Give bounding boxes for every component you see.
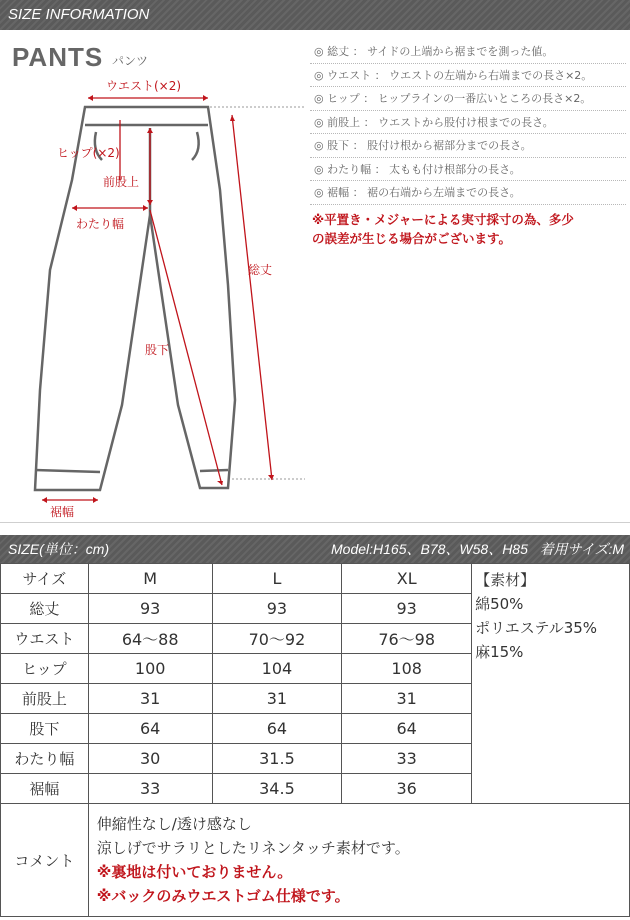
label-length: 総丈 [248,263,273,277]
cell-value: 93 [212,594,342,624]
legend-row: ◎ 前股上 ： ウエストから股付け根までの長さ。 [310,111,626,135]
row-label: 総丈 [1,594,89,624]
header-size-l: L [212,564,342,594]
comment-cell [88,804,629,917]
pants-title-kana: パンツ [112,54,149,68]
legend-row: ◎ 総丈 ： サイドの上端から裾までを測った値。 [310,40,626,64]
cell-value: 30 [88,744,212,774]
comment-line: 伸縮性なし/透け感なし [96,815,252,833]
model-measurements: Model:H165、B78、W58、H85 [331,541,528,557]
pants-outline [35,107,235,490]
size-unit-label: SIZE(単位：cm) [8,541,110,557]
table-header-row [1,564,630,594]
cell-value: 64 [212,714,342,744]
row-label: 裾幅 [1,774,89,804]
cell-value: 108 [342,654,472,684]
label-hip: ヒップ(×2) [57,146,120,160]
cell-value: 31 [212,684,342,714]
cell-value: 104 [212,654,342,684]
header-size-xl: XL [342,564,472,594]
comment-label: コメント [1,804,89,917]
size-information-header [0,0,630,30]
comment-warning-line: ※バックのみウエストゴム仕様です。 [96,887,350,905]
cell-value: 31.5 [212,744,342,774]
row-label: 前股上 [1,684,89,714]
pants-diagram [0,30,310,523]
cell-value: 34.5 [212,774,342,804]
row-label: ウエスト [1,624,89,654]
size-bar [0,535,630,563]
note-line-2: の誤差が生じる場合がございます。 [312,231,512,246]
cell-value: 33 [342,744,472,774]
material-title: 【素材】 [475,571,536,589]
cell-value: 64〜88 [88,624,212,654]
comment-line: 涼しげでサラリとしたリネンタッチ素材です。 [96,839,410,857]
material-item: 麻15% [475,643,524,661]
label-thigh: わたり幅 [76,217,125,231]
legend-row: ◎ 股下 ： 股付け根から裾部分までの長さ。 [310,134,626,158]
label-hem: 裾幅 [50,505,75,519]
cell-value: 31 [342,684,472,714]
measurement-legend [310,40,626,205]
cell-value: 36 [342,774,472,804]
row-label: 股下 [1,714,89,744]
legend-row: ◎ ヒップ ： ヒップラインの一番広いところの長さ×2。 [310,87,626,111]
header-size-m: M [88,564,212,594]
cell-value: 70〜92 [212,624,342,654]
comment-warning-line: ※裏地は付いておりません。 [96,863,293,881]
header-size-label: サイズ [1,564,89,594]
measurement-note [312,210,624,248]
note-line-1: ※平置き・メジャーによる実寸採寸の為、多少 [312,212,574,227]
legend-row: ◎ わたり幅 ： 太もも付け根部分の長さ。 [310,158,626,182]
model-info [331,535,624,563]
label-waist: ウエスト(×2) [106,79,182,93]
material-item: ポリエステル35% [475,619,598,637]
cell-value: 93 [88,594,212,624]
model-wear-size: 着用サイズ:M [539,541,624,557]
label-rise: 前股上 [103,175,140,189]
header-title: SIZE INFORMATION [8,6,150,23]
size-table [0,563,630,917]
cell-value: 33 [88,774,212,804]
cell-value: 31 [88,684,212,714]
legend-row: ◎ 裾幅 ： 裾の右端から左端までの長さ。 [310,181,626,205]
pants-title: PANTS [12,42,104,72]
cell-value: 64 [88,714,212,744]
cell-value: 100 [88,654,212,684]
material-cell [472,564,630,804]
cell-value: 93 [342,594,472,624]
comment-row [1,804,630,917]
cell-value: 64 [342,714,472,744]
material-item: 綿50% [475,595,524,613]
cell-value: 76〜98 [342,624,472,654]
legend-row: ◎ ウエスト ： ウエストの左端から右端までの長さ×2。 [310,64,626,88]
row-label: ヒップ [1,654,89,684]
row-label: わたり幅 [1,744,89,774]
label-inseam: 股下 [145,343,170,357]
